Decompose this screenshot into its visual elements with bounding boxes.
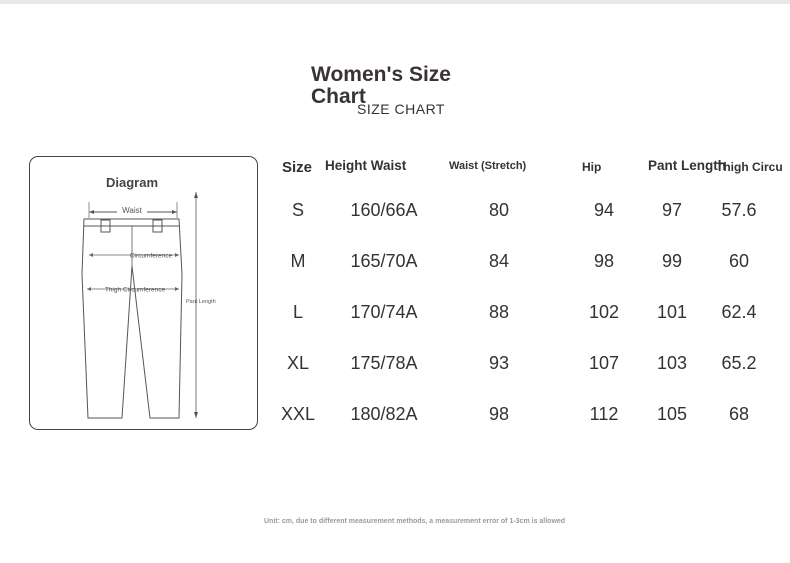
circumference-label: Circumference (129, 252, 173, 260)
table-cell: L (292, 302, 304, 322)
table-cell: 88 (488, 302, 510, 322)
table-cell: 160/66A (350, 200, 418, 220)
table-cell: 94 (593, 200, 615, 220)
table-cell: 68 (728, 404, 750, 424)
header-pant-length: Pant Length (648, 158, 726, 173)
pants-diagram (29, 156, 258, 430)
table-cell: 170/74A (350, 302, 418, 322)
table-cell: 98 (488, 404, 510, 424)
thigh-label: Thigh Circumference (104, 286, 166, 294)
table-cell: 57.6 (721, 200, 757, 220)
table-cell: M (290, 251, 306, 271)
header-waist-stretch: Waist (Stretch) (449, 160, 527, 172)
table-cell: 62.4 (721, 302, 757, 322)
table-cell: 99 (661, 251, 683, 271)
page-title: Women's Size Chart (311, 63, 451, 108)
table-cell: 93 (488, 353, 510, 373)
pant-length-label: Pant Length (186, 299, 216, 305)
table-cell: XXL (280, 404, 316, 424)
waist-arrow-right-icon (172, 210, 177, 214)
diagram-title: Diagram (106, 175, 159, 190)
length-arrow-up-icon (194, 192, 198, 198)
table-cell: S (291, 200, 305, 220)
table-cell: 112 (589, 404, 619, 424)
table-cell: 60 (728, 251, 750, 271)
length-arrow-down-icon (194, 412, 198, 418)
header-hip: Hip (582, 160, 602, 174)
table-cell: 103 (656, 353, 688, 373)
top-divider (0, 0, 790, 4)
page-subtitle: SIZE CHART (357, 101, 445, 117)
waist-label: Waist (122, 206, 142, 216)
table-cell: 84 (488, 251, 510, 271)
table-cell: 105 (656, 404, 688, 424)
table-cell: 175/78A (350, 353, 418, 373)
measurement-note: Unit: cm, due to different measurement methods, a measurement error of 1-3cm is allowed (264, 518, 566, 525)
table-cell: 98 (593, 251, 615, 271)
table-cell: 165/70A (350, 251, 418, 271)
waist-arrow-left-icon (89, 210, 94, 214)
table-cell: 65.2 (721, 353, 757, 373)
table-cell: 107 (588, 353, 620, 373)
header-height-waist: Height Waist (325, 158, 407, 173)
table-cell: XL (286, 353, 310, 373)
table-cell: 102 (588, 302, 620, 322)
table-cell: 180/82A (350, 404, 418, 424)
table-cell: 80 (488, 200, 510, 220)
table-cell: 101 (656, 302, 688, 322)
table-cell: 97 (661, 200, 683, 220)
header-size: Size (282, 159, 313, 176)
header-thigh: Thigh Circu (716, 160, 783, 174)
